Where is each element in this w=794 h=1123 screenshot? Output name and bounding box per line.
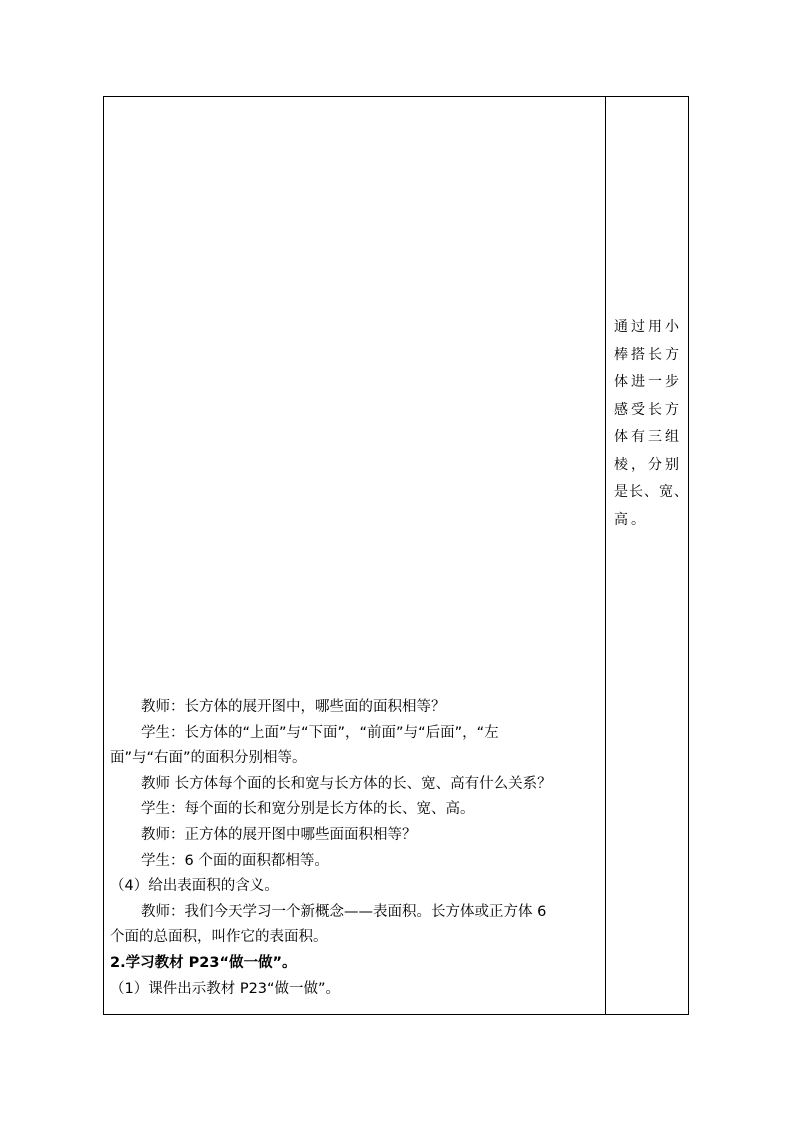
text-line: 教师：我们今天学习一个新概念——表面积。长方体或正方体 6 — [141, 903, 547, 920]
side-note-line: 感受长方 — [614, 401, 682, 418]
lesson-table — [103, 96, 689, 1015]
side-note-line: 通过用小 — [614, 319, 682, 335]
text-line: 教师 长方体每个面的长和宽与长方体的长、宽、高有什么关系？ — [141, 775, 552, 792]
section-heading: 2.学习教材 P23“做一做”。 — [110, 954, 297, 971]
text-line: 学生：6 个面的面积都相等。 — [141, 852, 329, 869]
text-line: （4）给出表面积的含义。 — [110, 878, 279, 895]
text-line: 教师：长方体的展开图中，哪些面的面积相等？ — [141, 699, 446, 715]
text-line: （1）课件出示教材 P23“做一做”。 — [110, 980, 341, 997]
text-line: 面”与“右面”的面积分别相等。 — [110, 750, 307, 767]
side-note-line: 高。 — [614, 511, 648, 528]
text-line: 个面的总面积，叫作它的表面积。 — [110, 929, 328, 946]
side-note-line: 体有三组 — [614, 429, 682, 445]
text-line: 学生：长方体的“上面”与“下面”，“前面”与“后面”，“左 — [141, 724, 499, 741]
design-intent-cell — [606, 97, 688, 1014]
side-note — [614, 314, 689, 534]
text-line: 教师：正方体的展开图中哪些面面积相等？ — [141, 826, 417, 843]
lesson-content-cell — [104, 97, 605, 1014]
side-note-line: 棱，分别 — [614, 456, 682, 473]
side-note-line: 是长、宽、 — [614, 484, 689, 500]
text-line: 学生：每个面的长和宽分别是长方体的长、宽、高。 — [141, 801, 475, 818]
side-note-line: 体进一步 — [614, 374, 682, 390]
side-note-line: 棒搭长方 — [614, 346, 682, 363]
dialogue-text — [110, 695, 602, 1002]
